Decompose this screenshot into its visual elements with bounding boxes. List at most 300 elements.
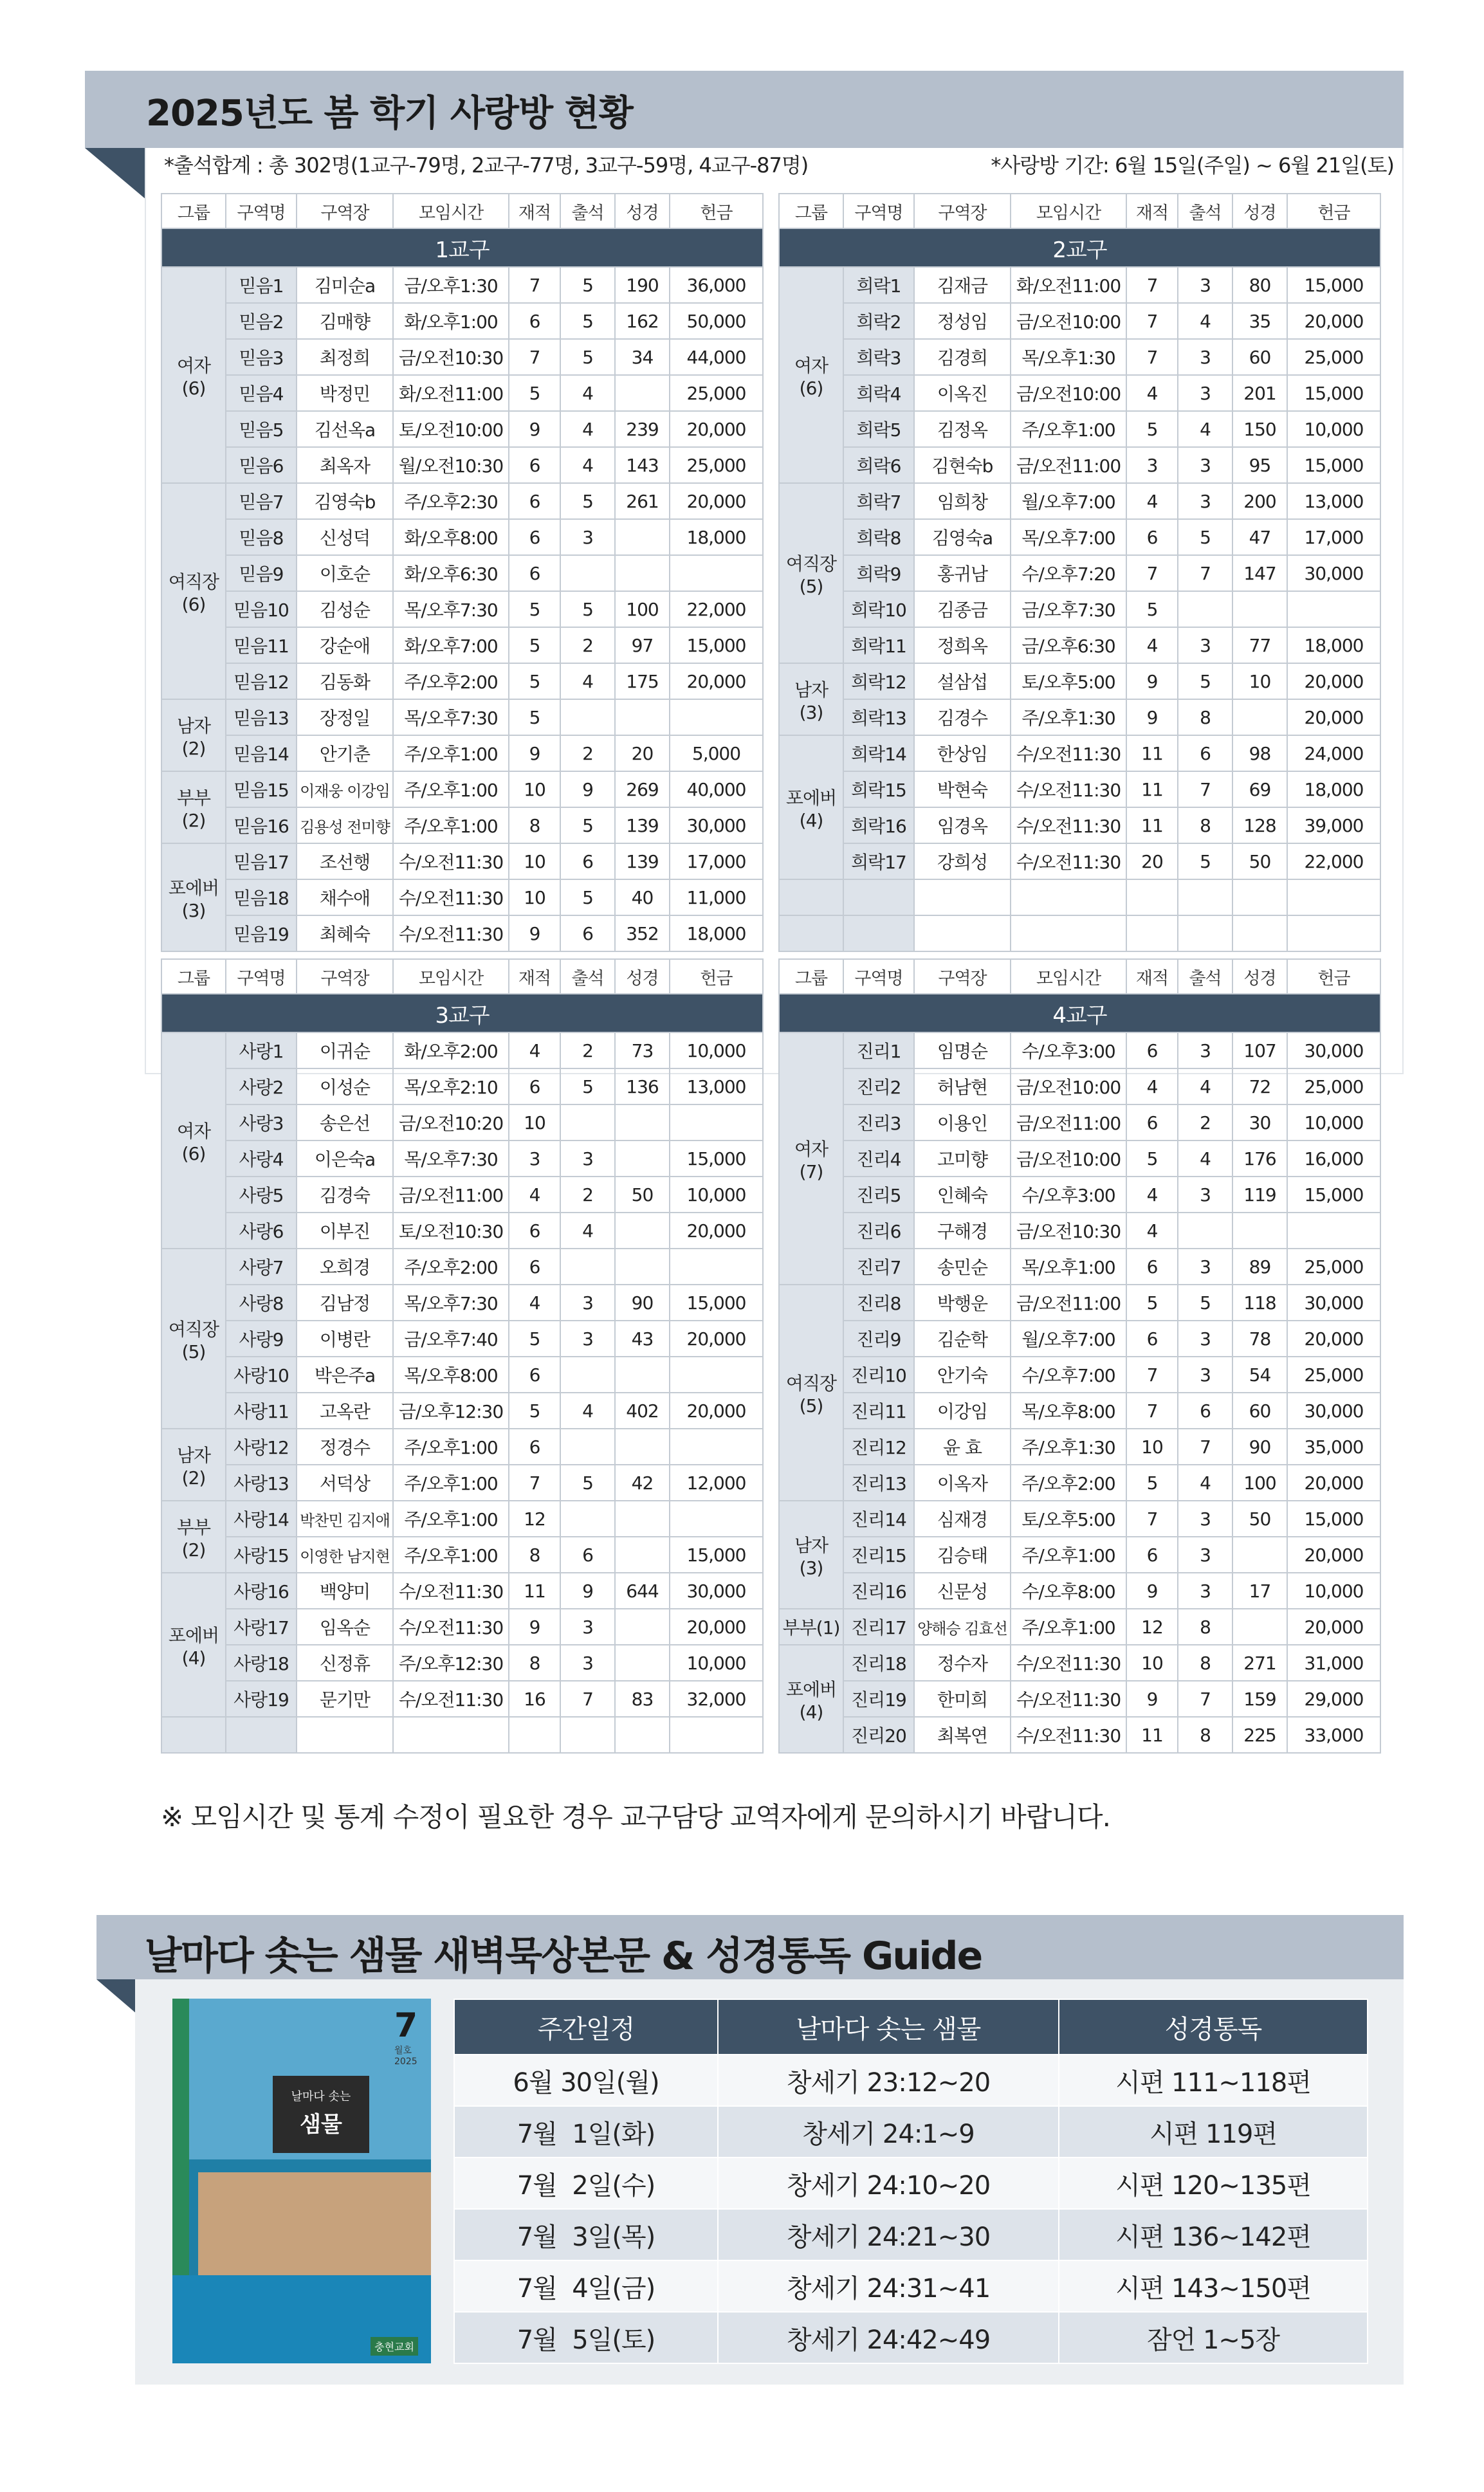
offering: 30,000 [670, 1573, 763, 1609]
leader-name: 이재웅 이강임 [297, 771, 393, 807]
meeting-time: 화/오후8:00 [393, 519, 509, 555]
column-header: 성경 [1232, 194, 1287, 228]
enrolled: 6 [509, 519, 560, 555]
column-header: 구역명 [843, 194, 914, 228]
enrolled: 5 [509, 663, 560, 699]
leader-name: 임경옥 [914, 807, 1011, 843]
enrolled: 12 [509, 1501, 560, 1537]
meeting-time: 금/오전10:00 [1011, 1141, 1126, 1177]
column-header: 출석 [1178, 194, 1232, 228]
offering: 13,000 [1287, 483, 1380, 519]
area-name: 사랑3 [226, 1104, 297, 1141]
meeting-time: 주/오후1:30 [1011, 699, 1126, 735]
meeting-time: 화/오전11:00 [1011, 267, 1126, 303]
leader-name: 송민순 [914, 1249, 1011, 1285]
area-name: 희락17 [843, 843, 914, 879]
meeting-time: 금/오전10:30 [393, 339, 509, 375]
area-name: 사랑19 [226, 1681, 297, 1717]
attendance: 3 [560, 519, 615, 555]
bible-reading: 239 [615, 411, 670, 447]
meeting-time: 주/오후2:00 [393, 1249, 509, 1285]
empty-cell [843, 915, 914, 951]
attendance [560, 555, 615, 591]
area-name: 믿음11 [226, 627, 297, 663]
offering: 17,000 [670, 843, 763, 879]
area-name: 희락12 [843, 663, 914, 699]
meeting-time: 화/오후6:30 [393, 555, 509, 591]
area-name: 사랑4 [226, 1141, 297, 1177]
leader-name: 김순학 [914, 1321, 1011, 1357]
enrolled: 6 [1126, 1321, 1178, 1357]
category-cell: 부부 (2) [161, 1501, 226, 1573]
area-name: 진리9 [843, 1321, 914, 1357]
category-cell: 남자 (2) [161, 699, 226, 771]
area-name: 사랑1 [226, 1032, 297, 1068]
column-header: 성경 [615, 194, 670, 228]
bible-reading: 118 [1232, 1285, 1287, 1321]
district-table [161, 193, 764, 952]
enrolled: 7 [1126, 1393, 1178, 1429]
offering: 32,000 [670, 1681, 763, 1717]
offering: 29,000 [1287, 1681, 1380, 1717]
table-row [161, 1321, 763, 1357]
meeting-time: 수/오전11:30 [393, 1609, 509, 1645]
area-name: 진리12 [843, 1429, 914, 1465]
offering: 15,000 [1287, 375, 1380, 411]
area-name: 희락14 [843, 735, 914, 771]
offering: 22,000 [670, 591, 763, 627]
area-name: 진리8 [843, 1285, 914, 1321]
area-name: 사랑14 [226, 1501, 297, 1537]
area-name: 믿음5 [226, 411, 297, 447]
attendance [560, 1501, 615, 1537]
meeting-time: 수/오전11:30 [1011, 735, 1126, 771]
enrolled: 10 [509, 879, 560, 915]
column-header: 구역명 [226, 194, 297, 228]
column-header: 모임시간 [1011, 194, 1126, 228]
column-header: 헌금 [1287, 959, 1380, 994]
offering: 30,000 [670, 807, 763, 843]
table-row [161, 1141, 763, 1177]
attendance: 7 [1178, 1681, 1232, 1717]
leader-name: 김매향 [297, 303, 393, 339]
schedule-header-reading: 성경통독 [1059, 1999, 1368, 2055]
district-name: 4교구 [779, 994, 1380, 1032]
meeting-time: 수/오전11:30 [393, 843, 509, 879]
area-name: 사랑18 [226, 1645, 297, 1681]
attendance: 4 [560, 663, 615, 699]
area-name: 믿음18 [226, 879, 297, 915]
area-name: 사랑13 [226, 1465, 297, 1501]
bible-reading [615, 519, 670, 555]
leader-name: 고옥란 [297, 1393, 393, 1429]
attendance: 6 [1178, 735, 1232, 771]
schedule-header-week: 주간일정 [454, 1999, 718, 2055]
meeting-time: 금/오후7:30 [1011, 591, 1126, 627]
leader-name: 김영숙b [297, 483, 393, 519]
enrolled: 4 [509, 1032, 560, 1068]
meeting-time: 금/오전10:00 [1011, 303, 1126, 339]
enrolled: 16 [509, 1681, 560, 1717]
table-row [161, 1032, 763, 1068]
meeting-time: 토/오전10:00 [393, 411, 509, 447]
enrolled: 4 [1126, 1213, 1178, 1249]
leader-name: 신성덕 [297, 519, 393, 555]
leader-name: 오희경 [297, 1249, 393, 1285]
attendance: 3 [560, 1141, 615, 1177]
table-row [161, 375, 763, 411]
leader-name: 백양미 [297, 1573, 393, 1609]
bible-reading: 100 [615, 591, 670, 627]
attendance [1178, 591, 1232, 627]
leader-name: 박현숙 [914, 771, 1011, 807]
meeting-time: 주/오후1:00 [393, 735, 509, 771]
schedule-date: 7월 5일(토) [454, 2312, 718, 2363]
leader-name: 김경숙 [297, 1177, 393, 1213]
area-name: 희락2 [843, 303, 914, 339]
enrolled: 6 [509, 1213, 560, 1249]
area-name: 사랑10 [226, 1357, 297, 1393]
leader-name: 김선옥a [297, 411, 393, 447]
attendance: 6 [560, 843, 615, 879]
offering: 30,000 [1287, 1285, 1380, 1321]
table-row [161, 1645, 763, 1681]
enrolled: 6 [1126, 519, 1178, 555]
attendance: 5 [1178, 663, 1232, 699]
schedule-header-devotional: 날마다 솟는 샘물 [718, 1999, 1059, 2055]
offering: 40,000 [670, 771, 763, 807]
attendance: 8 [1178, 1717, 1232, 1753]
empty-cell [1011, 879, 1126, 915]
column-header-row [779, 194, 1380, 228]
meeting-time: 목/오후8:00 [393, 1357, 509, 1393]
bible-reading: 143 [615, 447, 670, 483]
leader-name: 박행운 [914, 1285, 1011, 1321]
category-cell: 남자 (3) [779, 663, 843, 735]
attendance: 9 [560, 771, 615, 807]
enrolled: 5 [1126, 591, 1178, 627]
bible-reading: 77 [1232, 627, 1287, 663]
enrolled: 6 [509, 303, 560, 339]
enrolled: 7 [1126, 1501, 1178, 1537]
category-cell: 여직장 (5) [779, 1285, 843, 1501]
attendance: 2 [560, 735, 615, 771]
bible-reading: 644 [615, 1573, 670, 1609]
enrolled: 10 [1126, 1429, 1178, 1465]
meeting-time: 수/오후3:00 [1011, 1177, 1126, 1213]
attendance: 3 [1178, 447, 1232, 483]
attendance: 3 [1178, 267, 1232, 303]
bible-reading: 100 [1232, 1465, 1287, 1501]
area-name: 사랑15 [226, 1537, 297, 1573]
enrolled: 9 [509, 411, 560, 447]
enrolled: 5 [1126, 411, 1178, 447]
meeting-time: 토/오후5:00 [1011, 663, 1126, 699]
meeting-time: 주/오후1:30 [1011, 1429, 1126, 1465]
attendance: 8 [1178, 1609, 1232, 1645]
table-row [779, 1393, 1380, 1429]
enrolled: 4 [1126, 627, 1178, 663]
bible-reading: 50 [615, 1177, 670, 1213]
attendance [560, 1429, 615, 1465]
district-name: 2교구 [779, 228, 1380, 267]
attendance: 7 [1178, 771, 1232, 807]
enrolled: 9 [1126, 1681, 1178, 1717]
area-name: 진리18 [843, 1645, 914, 1681]
offering: 20,000 [1287, 1537, 1380, 1573]
table-row [161, 1393, 763, 1429]
attendance: 3 [1178, 627, 1232, 663]
table-row [161, 1213, 763, 1249]
leader-name: 김동화 [297, 663, 393, 699]
bible-reading: 162 [615, 303, 670, 339]
leader-name: 정성임 [914, 303, 1011, 339]
area-name: 믿음6 [226, 447, 297, 483]
offering [1287, 1213, 1380, 1249]
district-table [778, 958, 1381, 1754]
district-name: 3교구 [161, 994, 763, 1032]
table-row [779, 555, 1380, 591]
enrolled: 11 [1126, 771, 1178, 807]
meeting-time: 금/오후12:30 [393, 1393, 509, 1429]
offering: 15,000 [1287, 267, 1380, 303]
leader-name: 김영숙a [914, 519, 1011, 555]
column-header: 구역장 [914, 959, 1011, 994]
schedule-date: 7월 2일(수) [454, 2158, 718, 2209]
bible-reading: 225 [1232, 1717, 1287, 1753]
offering: 20,000 [1287, 303, 1380, 339]
meeting-time: 월/오후7:00 [1011, 1321, 1126, 1357]
column-header: 성경 [1232, 959, 1287, 994]
offering: 18,000 [1287, 771, 1380, 807]
meeting-time: 화/오전11:00 [393, 375, 509, 411]
leader-name: 정수자 [914, 1645, 1011, 1681]
meeting-time: 주/오후1:00 [1011, 1537, 1126, 1573]
enrolled: 9 [509, 915, 560, 951]
bible-reading: 200 [1232, 483, 1287, 519]
meeting-time: 수/오전11:30 [393, 879, 509, 915]
meeting-time: 주/오후1:00 [393, 1537, 509, 1573]
leader-name: 김현숙b [914, 447, 1011, 483]
enrolled: 10 [509, 1104, 560, 1141]
district-name-row [161, 228, 763, 267]
attendance: 5 [560, 339, 615, 375]
attendance: 3 [1178, 1501, 1232, 1537]
offering: 22,000 [1287, 843, 1380, 879]
bible-reading-range: 시편 143~150편 [1059, 2260, 1368, 2312]
attendance: 5 [1178, 843, 1232, 879]
bible-reading: 147 [1232, 555, 1287, 591]
district-table [161, 958, 764, 1754]
area-name: 믿음12 [226, 663, 297, 699]
table-row [779, 1213, 1380, 1249]
table-row [779, 1141, 1380, 1177]
attendance: 6 [560, 915, 615, 951]
bible-reading-range: 시편 111~118편 [1059, 2055, 1368, 2106]
offering: 20,000 [1287, 1465, 1380, 1501]
bible-reading: 80 [1232, 267, 1287, 303]
table-row [161, 1609, 763, 1645]
enrolled: 6 [509, 1429, 560, 1465]
offering: 30,000 [1287, 555, 1380, 591]
category-cell: 여직장 (5) [779, 483, 843, 663]
leader-name: 송은선 [297, 1104, 393, 1141]
meeting-time: 금/오전11:00 [393, 1177, 509, 1213]
offering: 10,000 [1287, 1573, 1380, 1609]
table-row [779, 1357, 1380, 1393]
bible-reading: 139 [615, 807, 670, 843]
schedule-date: 6월 30일(월) [454, 2055, 718, 2106]
table-row [161, 1249, 763, 1285]
schedule-row [454, 2209, 1368, 2260]
bible-reading: 97 [615, 627, 670, 663]
attendance-total: *출석합계 : 총 302명(1교구-79명, 2교구-77명, 3교구-59명, 4교구-87명) [164, 153, 809, 178]
table-row [161, 1104, 763, 1141]
bible-reading: 35 [1232, 303, 1287, 339]
meeting-time: 토/오후5:00 [1011, 1501, 1126, 1537]
bible-reading: 190 [615, 267, 670, 303]
area-name: 희락6 [843, 447, 914, 483]
offering: 15,000 [1287, 1177, 1380, 1213]
table-row [779, 1681, 1380, 1717]
attendance: 4 [1178, 1068, 1232, 1104]
area-name: 믿음3 [226, 339, 297, 375]
table-row [779, 1032, 1380, 1068]
area-name: 사랑5 [226, 1177, 297, 1213]
offering: 25,000 [1287, 1357, 1380, 1393]
leader-name: 김성순 [297, 591, 393, 627]
area-name: 진리15 [843, 1537, 914, 1573]
enrolled: 9 [509, 1609, 560, 1645]
area-name: 진리16 [843, 1573, 914, 1609]
offering: 11,000 [670, 879, 763, 915]
enrolled: 3 [509, 1141, 560, 1177]
table-row [779, 735, 1380, 771]
area-name: 믿음1 [226, 267, 297, 303]
leader-name: 김용성 전미향 [297, 807, 393, 843]
category-cell: 여직장 (5) [161, 1249, 226, 1429]
empty-cell [393, 1717, 509, 1753]
area-name: 믿음13 [226, 699, 297, 735]
attendance: 4 [1178, 1141, 1232, 1177]
leader-name: 김경희 [914, 339, 1011, 375]
enrolled: 11 [1126, 1717, 1178, 1753]
category-cell: 여자 (6) [161, 1032, 226, 1249]
offering: 20,000 [670, 1609, 763, 1645]
district-name-row [161, 994, 763, 1032]
meeting-time: 금/오전10:00 [1011, 1068, 1126, 1104]
bible-reading [615, 1645, 670, 1681]
attendance: 3 [560, 1609, 615, 1645]
offering: 30,000 [1287, 1032, 1380, 1068]
empty-cell [1178, 915, 1232, 951]
empty-cell [615, 1717, 670, 1753]
bible-reading: 95 [1232, 447, 1287, 483]
offering: 20,000 [670, 483, 763, 519]
attendance: 6 [560, 1537, 615, 1573]
enrolled: 10 [509, 771, 560, 807]
area-name: 사랑7 [226, 1249, 297, 1285]
column-header: 모임시간 [393, 959, 509, 994]
column-header: 구역장 [297, 194, 393, 228]
bible-reading: 10 [1232, 663, 1287, 699]
attendance: 4 [560, 411, 615, 447]
book-title-box [273, 2076, 369, 2153]
book-title-big: 샘물 [300, 2112, 342, 2138]
bible-reading: 269 [615, 771, 670, 807]
attendance [1178, 1213, 1232, 1249]
leader-name: 조선행 [297, 843, 393, 879]
area-name: 믿음2 [226, 303, 297, 339]
bible-reading: 40 [615, 879, 670, 915]
column-header-row [779, 959, 1380, 994]
enrolled: 7 [1126, 339, 1178, 375]
table-row [779, 771, 1380, 807]
area-name: 진리14 [843, 1501, 914, 1537]
bible-reading-range: 시편 120~135편 [1059, 2158, 1368, 2209]
meeting-time: 주/오후1:00 [393, 1429, 509, 1465]
table-row [779, 1645, 1380, 1681]
leader-name: 장정일 [297, 699, 393, 735]
bible-reading: 90 [1232, 1429, 1287, 1465]
table-row [161, 1357, 763, 1393]
meeting-time: 수/오전11:30 [1011, 807, 1126, 843]
table-row [161, 483, 763, 519]
attendance: 5 [560, 807, 615, 843]
leader-name: 임옥순 [297, 1609, 393, 1645]
meeting-time: 금/오후1:30 [393, 267, 509, 303]
leader-name: 정경수 [297, 1429, 393, 1465]
offering [670, 699, 763, 735]
meeting-time: 수/오전11:30 [393, 1681, 509, 1717]
table-row [779, 663, 1380, 699]
table-row [779, 1573, 1380, 1609]
offering: 25,000 [1287, 339, 1380, 375]
attendance: 3 [1178, 1249, 1232, 1285]
bible-reading: 54 [1232, 1357, 1287, 1393]
offering: 24,000 [1287, 735, 1380, 771]
category-cell: 여직장 (6) [161, 483, 226, 699]
enrolled: 6 [509, 1068, 560, 1104]
meeting-time: 목/오후7:30 [393, 1285, 509, 1321]
offering: 44,000 [670, 339, 763, 375]
empty-cell [509, 1717, 560, 1753]
offering: 12,000 [670, 1465, 763, 1501]
enrolled: 6 [1126, 1104, 1178, 1141]
leader-name: 설삼섭 [914, 663, 1011, 699]
area-name: 믿음9 [226, 555, 297, 591]
offering: 25,000 [670, 447, 763, 483]
schedule-row [454, 2055, 1368, 2106]
area-name: 희락8 [843, 519, 914, 555]
attendance: 5 [560, 1068, 615, 1104]
bible-reading [615, 1249, 670, 1285]
area-name: 진리10 [843, 1357, 914, 1393]
offering [670, 1357, 763, 1393]
enrolled: 5 [1126, 1465, 1178, 1501]
enrolled: 4 [509, 1177, 560, 1213]
meeting-time: 주/오후1:00 [1011, 411, 1126, 447]
enrolled: 11 [509, 1573, 560, 1609]
enrolled: 3 [1126, 447, 1178, 483]
enrolled: 5 [1126, 1285, 1178, 1321]
table-row [161, 1177, 763, 1213]
enrolled: 7 [509, 339, 560, 375]
empty-cell [1287, 879, 1380, 915]
offering: 10,000 [670, 1032, 763, 1068]
area-name: 사랑11 [226, 1393, 297, 1429]
column-header: 재적 [1126, 194, 1178, 228]
